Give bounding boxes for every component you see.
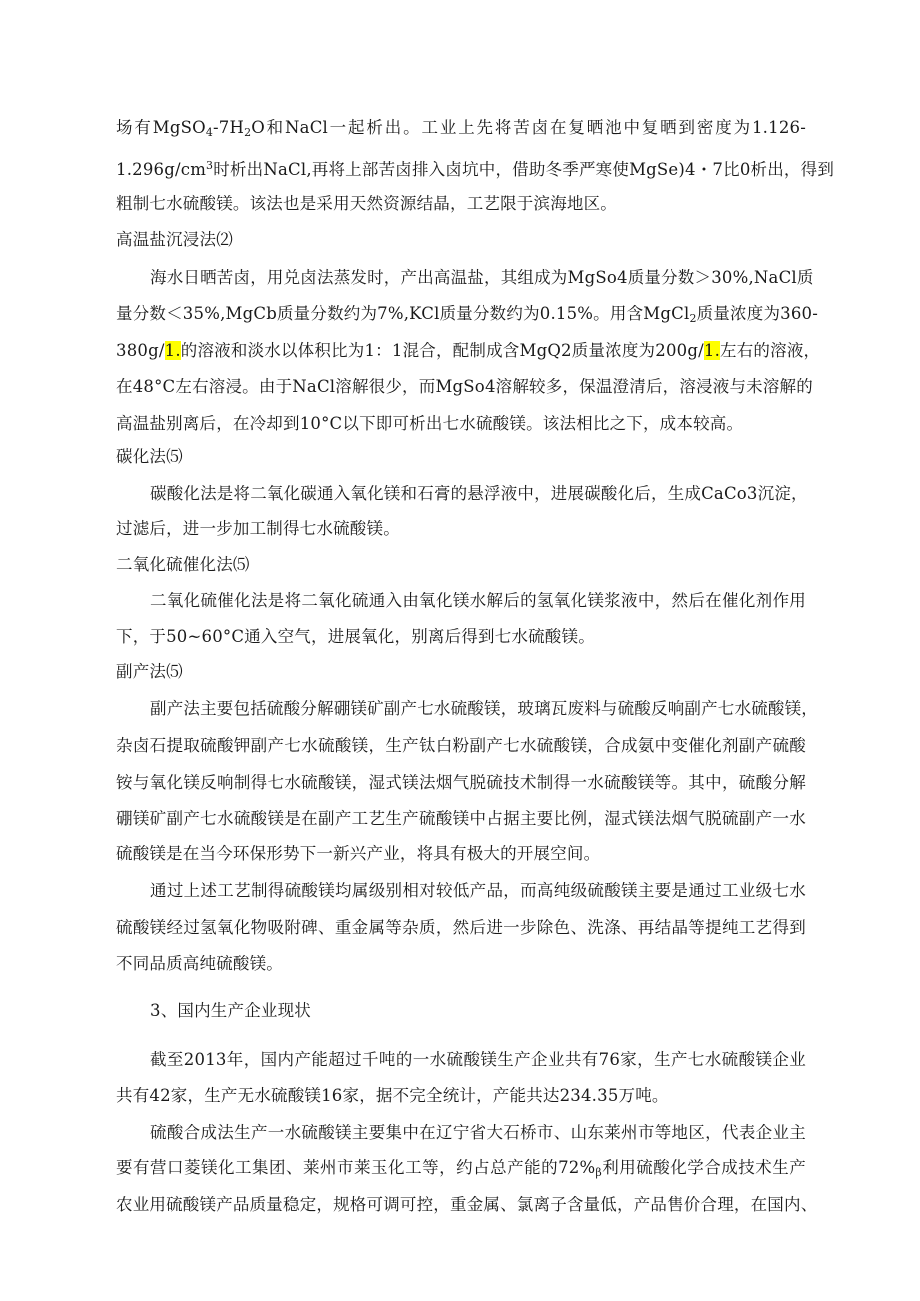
text-run: 硼镁矿副产七水硫酸镁是在副产工艺生产硫酸镁中占据主要比例，湿式镁法烟气脱硫副产一水 bbox=[116, 809, 806, 828]
text-line-5 bbox=[150, 267, 814, 289]
text-run: 截至2013年，国内产能超过千吨的一水硫酸镁生产企业共有76家，生产七水硫酸镁企业 bbox=[150, 1050, 806, 1069]
text-line-18 bbox=[116, 735, 806, 757]
section-heading-so2-catalysis bbox=[116, 554, 250, 576]
text-run: 3、国内生产企业现状 bbox=[150, 1001, 311, 1020]
text-run: 通过上述工艺制得硫酸镁均属级别相对较低产品，而高纯级硫酸镁主要是通过工业级七水 bbox=[150, 881, 806, 900]
text-line-14 bbox=[150, 590, 806, 612]
text-run: 的溶液和淡水以体积比为1：1混合，配制成含MgQ2质量浓度为200g/ bbox=[180, 341, 704, 360]
text-run: 共有42家，生产无水硫酸镁16家，据不完全统计，产能共达234.35万吨。 bbox=[116, 1086, 669, 1105]
text-run: 农业用硫酸镁产品质量稳定，规格可调可控，重金属、氯离子含量低，产品售价合理，在国内、 bbox=[116, 1195, 818, 1214]
text-run: 副产法主要包括硫酸分解硼镁矿副产七水硫酸镁，玻璃瓦废料与硫酸反响副产七水硫酸镁， bbox=[150, 699, 818, 718]
text-run: 2 bbox=[689, 312, 697, 325]
text-run: 380g/ bbox=[116, 341, 165, 360]
text-run: 碳化法⑸ bbox=[116, 447, 183, 466]
text-run: β bbox=[595, 1166, 602, 1179]
text-line-6 bbox=[116, 303, 819, 330]
text-run: 硫酸镁经过氢氧化物吸附碑、重金属等杂质，然后进一步除色、洗涤、再结晶等提纯工艺得到 bbox=[116, 918, 806, 937]
section-heading-high-temp-salt bbox=[116, 229, 233, 251]
text-run: 碳酸化法是将二氧化碳通入氧化镁和石膏的悬浮液中，进展碳酸化后，生成CaCo3沉淀， bbox=[150, 484, 808, 503]
text-line-3 bbox=[116, 193, 617, 215]
text-run: 场有MgSO bbox=[116, 118, 206, 137]
section-heading-domestic-producers bbox=[150, 1000, 311, 1022]
text-run: 在48°C左右溶浸。由于NaCl溶解很少，而MgSo4溶解较多，保温澄清后，溶浸液与未溶解的 bbox=[116, 377, 813, 396]
text-line-28 bbox=[150, 1122, 806, 1144]
text-run: 要有营口菱镁化工集团、莱州市莱玉化工等，约占总产能的72% bbox=[116, 1158, 596, 1177]
highlighted-text: 1. bbox=[164, 341, 181, 360]
text-line-17 bbox=[150, 698, 818, 720]
text-run: 杂卤石提取硫酸钾副产七水硫酸镁，生产钛白粉副产七水硫酸镁，合成氨中变催化剂副产硫酸 bbox=[116, 736, 806, 755]
text-run: 二氧化硫催化法是将二氧化硫通入由氧化镁水解后的氢氧化镁浆液中，然后在催化剂作用 bbox=[150, 591, 806, 610]
text-run: -7H bbox=[213, 118, 245, 137]
text-run: 质量浓度为360- bbox=[696, 304, 819, 323]
text-line-15 bbox=[116, 626, 595, 648]
text-run: 副产法⑸ bbox=[116, 662, 183, 681]
text-run: 过滤后，进一步加工制得七水硫酸镁。 bbox=[116, 519, 400, 538]
text-line-27 bbox=[116, 1085, 669, 1107]
text-run: 铵与氧化镁反响制得七水硫酸镁，湿式镁法烟气脱硫技术制得一水硫酸镁等。其中，硫酸分解 bbox=[116, 773, 806, 792]
text-line-21 bbox=[116, 843, 600, 865]
text-line-22 bbox=[150, 880, 806, 902]
text-run: 二氧化硫催化法⑸ bbox=[116, 555, 250, 574]
section-heading-carbonation bbox=[116, 446, 183, 468]
text-line-11 bbox=[150, 483, 806, 505]
text-run: 硫酸合成法生产一水硫酸镁主要集中在辽宁省大石桥市、山东莱州市等地区，代表企业主 bbox=[150, 1123, 806, 1142]
text-run: 海水日晒苦卤，用兑卤法蒸发时，产出高温盐，其组成为MgSo4质量分数＞30%,NaCl质 bbox=[150, 268, 814, 287]
section-heading-byproduct bbox=[116, 661, 183, 683]
text-line-8 bbox=[116, 376, 813, 398]
text-run: 高温盐别离后，在冷却到10°C以下即可析出七水硫酸镁。该法相比之下，成本较高。 bbox=[116, 414, 744, 433]
text-line-9 bbox=[116, 413, 743, 435]
text-run: 3 bbox=[206, 159, 214, 172]
text-run: 下，于50~60°C通入空气，进展氧化，别离后得到七水硫酸镁。 bbox=[116, 627, 595, 646]
text-line-19 bbox=[116, 772, 806, 794]
text-run: 利用硫酸化学合成技术生产 bbox=[601, 1158, 806, 1177]
text-run: 时析出NaCl,再将上部苦卤排入卤坑中，借助冬季严寒使MgSe)4・7比0析出，得到 bbox=[213, 160, 835, 179]
text-line-26 bbox=[150, 1049, 806, 1071]
text-line-30 bbox=[116, 1194, 818, 1216]
text-run: 2 bbox=[244, 126, 252, 139]
text-line-2 bbox=[116, 155, 835, 181]
text-line-12 bbox=[116, 518, 400, 540]
text-run: 高温盐沉浸法⑵ bbox=[116, 230, 233, 249]
text-line-24 bbox=[116, 953, 283, 975]
text-run: 量分数＜35%,MgCb质量分数约为7%,KCl质量分数约为0.15%。用含MgCl bbox=[116, 304, 690, 323]
text-line-7 bbox=[116, 340, 821, 362]
text-run: 硫酸镁是在当今环保形势下一新兴产业，将具有极大的开展空间。 bbox=[116, 844, 601, 863]
text-run: 左右的溶液， bbox=[720, 341, 821, 360]
text-run: 不同品质高纯硫酸镁。 bbox=[116, 954, 283, 973]
text-run: 1.296g/cm bbox=[116, 160, 207, 179]
text-line-20 bbox=[116, 808, 806, 830]
text-line-23 bbox=[116, 917, 806, 939]
highlighted-text: 1. bbox=[703, 341, 721, 360]
text-run: 4 bbox=[205, 126, 214, 139]
text-line-1 bbox=[116, 117, 806, 144]
text-run: O和NaCl一起析出。工业上先将苦卤在复晒池中复晒到密度为1.126- bbox=[251, 118, 806, 137]
text-run: 粗制七水硫酸镁。该法也是采用天然资源结晶，工艺限于滨海地区。 bbox=[116, 194, 617, 213]
text-line-29 bbox=[116, 1157, 806, 1184]
